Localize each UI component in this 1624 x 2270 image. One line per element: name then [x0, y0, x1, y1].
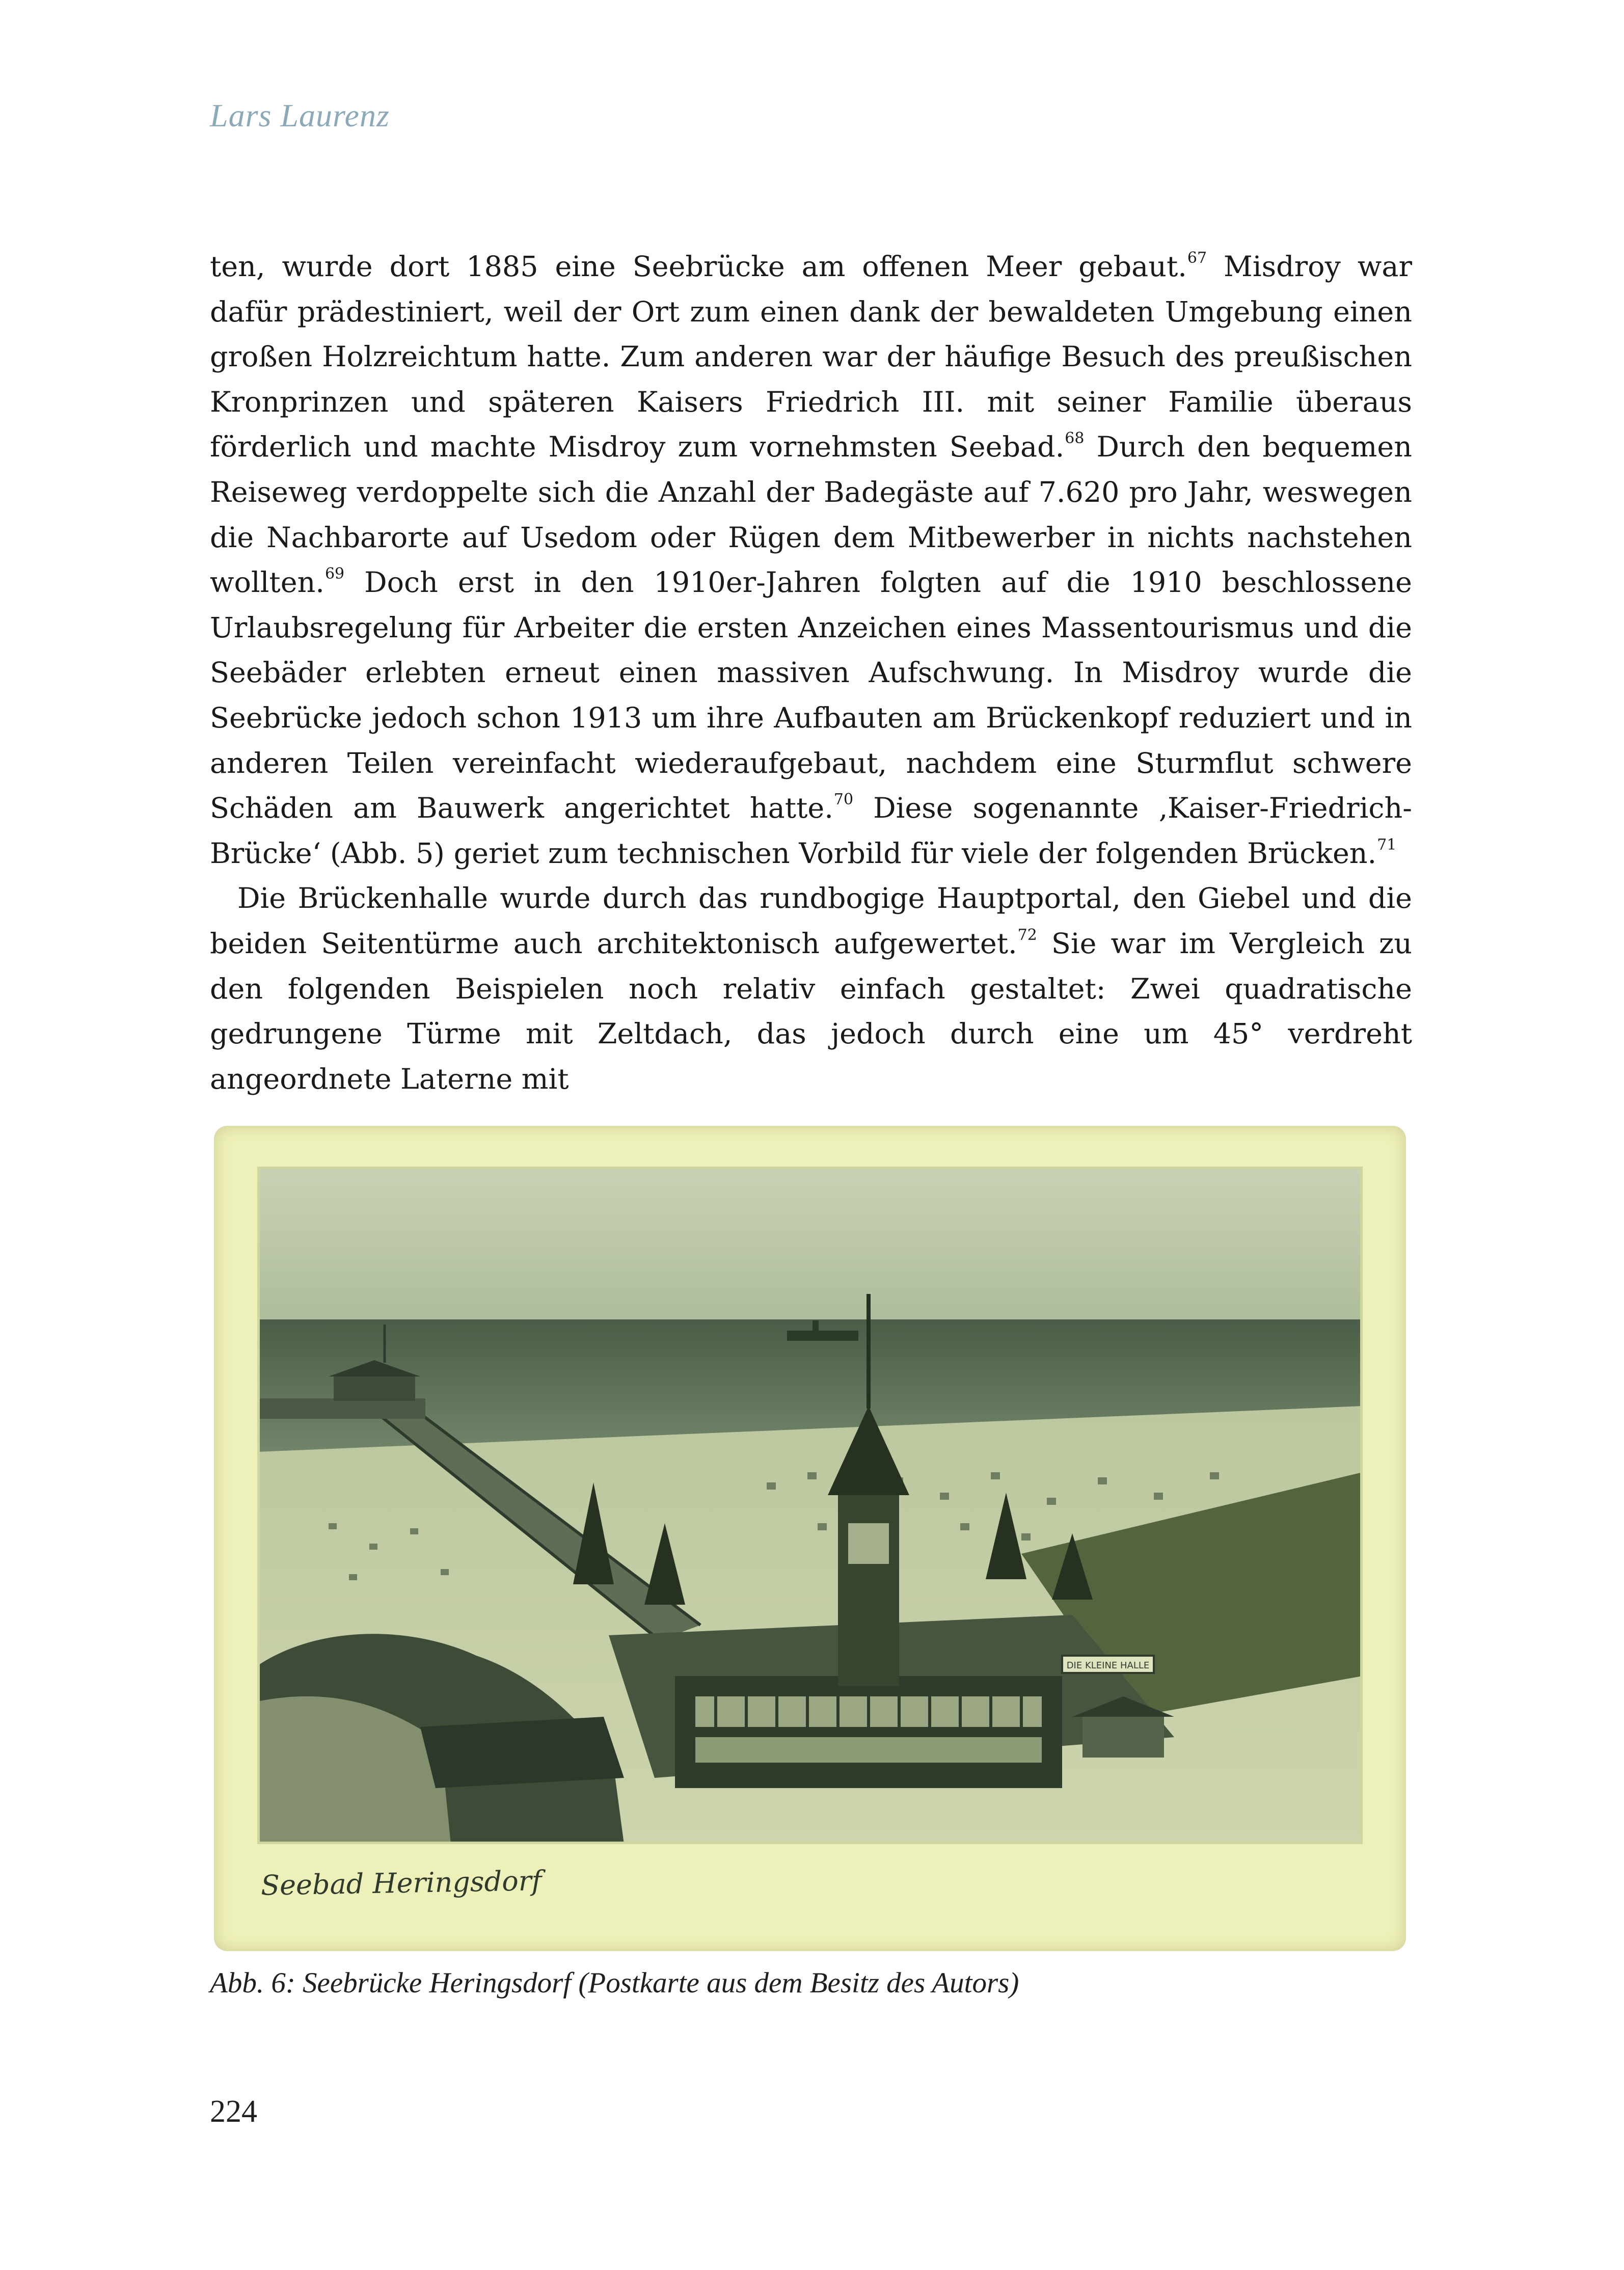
sentence: Die Brückenhalle wurde durch das rundbogige Hauptportal, den Giebel und die beiden Seitentürme auch architektonisch aufgewertet.	[210, 882, 1412, 960]
postcard-photo-pier-heringsdorf	[257, 1167, 1363, 1844]
paragraph-1	[210, 245, 1412, 876]
footnote-ref-71[interactable]: 71	[1377, 835, 1397, 854]
postcard-inscription: Seebad Heringsdorf	[260, 1864, 542, 1902]
figure-caption: Abb. 6: Seebrücke Heringsdorf (Postkarte aus dem Besitz des Autors)	[210, 1967, 1019, 1999]
roof-lower-left	[420, 1717, 624, 1788]
sentence: Misdroy war dafür prädestiniert, weil der Ort zum einen dank der bewaldeten Umgebung einen großen Holzreichtum hatte. Zum anderen war der häufige Besuch des preußischen Kronprinzen und späteren Kaisers Friedrich III. mit seiner Familie überaus förderlich und machte Misdroy zum vornehmsten Seebad.	[210, 250, 1413, 464]
running-head-author: Lars Laurenz	[210, 97, 390, 133]
building-sign: DIE KLEINE HALLE	[1066, 1660, 1150, 1671]
footnote-ref-70[interactable]: 70	[833, 791, 854, 809]
paragraph-2	[210, 876, 1412, 1102]
sky	[257, 1167, 1363, 1319]
footnote-ref-67[interactable]: 67	[1187, 249, 1207, 267]
body-text	[210, 245, 1412, 1102]
footnote-ref-69[interactable]: 69	[324, 565, 345, 583]
page-number: 224	[210, 2094, 257, 2129]
figure-postcard	[214, 1126, 1406, 1951]
footnote-ref-68[interactable]: 68	[1065, 429, 1085, 448]
sentence: Diese sogenannte ‚Kaiser-Friedrich-Brücke‘ (Abb. 5) geriet zum technischen Vorbild für viele der folgenden Brücken.	[210, 792, 1412, 870]
sentence: Durch den bequemen Reiseweg verdoppelte sich die Anzahl der Badegäste auf 7.620 pro Jahr, weswegen die Nachbarorte auf Usedom oder Rügen dem Mitbewerber in nichts nachstehen wollten.	[210, 430, 1412, 600]
sentence: ten, wurde dort 1885 eine Seebrücke am offenen Meer gebaut.	[210, 250, 1187, 283]
sentence: Doch erst in den 1910er-Jahren folgten auf die 1910 beschlossene Urlaubsregelung für Arbeiter die ersten Anzeichen eines Massentourismus und die Seebäder erlebten erneut einen massiven Aufschwung. In Misdroy wurde die Seebrücke jedoch schon 1913 um ihre Aufbauten am Brückenkopf reduziert und in anderen Teilen vereinfacht wiederaufgebaut, nachdem eine Sturmflut schwere Schäden am Bauwerk angerichtet hatte.	[210, 566, 1412, 825]
footnote-ref-72[interactable]: 72	[1017, 926, 1037, 944]
sentence: Sie war im Vergleich zu den folgenden Beispielen noch relativ einfach gestaltet: Zwei quadratische gedrungene Türme mit Zeltdach, das jedoch durch eine um 45° verdreht angeordnete Laterne mit	[210, 927, 1413, 1096]
